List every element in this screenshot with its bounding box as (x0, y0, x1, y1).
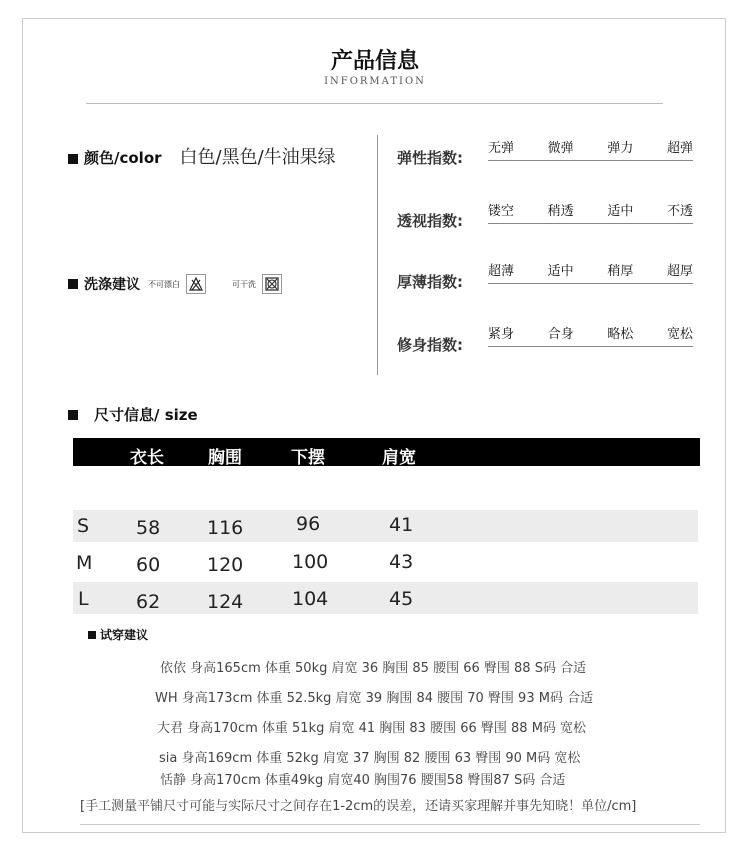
elasticity-options (488, 137, 693, 161)
page-title: 产品信息 (330, 49, 419, 74)
size-value: 45 (389, 588, 414, 610)
square-bullet-icon (68, 154, 78, 164)
size-section-title (68, 404, 198, 425)
wash-row (68, 274, 300, 294)
vertical-divider (377, 135, 378, 375)
fit-tip-line: 大君 身高170cm 体重 51kg 肩宽 41 胸围 83 腰围 66 臀围 88 M码 宽松 (157, 721, 587, 736)
header-chest: 胸围 (208, 448, 242, 468)
size-value: 62 (136, 591, 161, 613)
fit-tip-line: 恬静 身高170cm 体重49kg 肩宽40 胸围76 腰围58 臀围87 S码 合适 (160, 773, 566, 788)
thickness-label: 厚薄指数: (397, 273, 463, 291)
size-value: 58 (136, 517, 161, 539)
index-option: 超薄 (488, 264, 515, 279)
index-option: 稍透 (547, 204, 574, 219)
square-bullet-icon (88, 631, 96, 639)
size-label: L (78, 588, 89, 610)
size-label: S (77, 515, 90, 537)
dry-clean-icon (262, 274, 282, 294)
size-value: 124 (207, 591, 244, 613)
title-divider (86, 103, 663, 104)
thickness-options (488, 260, 693, 284)
table-row (73, 547, 698, 579)
index-option: 超弹 (666, 141, 693, 156)
index-option: 无弹 (488, 141, 515, 156)
transparency-options (488, 200, 693, 224)
color-label: 颜色/color (84, 149, 162, 167)
size-value: 116 (207, 517, 244, 539)
table-row (73, 510, 698, 542)
size-value: 96 (296, 513, 321, 535)
fit-options (488, 323, 693, 347)
size-value: 60 (136, 554, 161, 576)
index-option: 合身 (547, 327, 574, 342)
wash-item-label: 可干洗 (232, 279, 256, 289)
index-option: 紧身 (488, 327, 515, 342)
square-bullet-icon (68, 279, 78, 289)
square-bullet-icon (68, 410, 78, 420)
size-value: 104 (292, 588, 329, 610)
wash-label: 洗涤建议 (84, 277, 140, 293)
page-subtitle: INFORMATION (324, 76, 426, 87)
header-length: 衣长 (130, 448, 164, 468)
size-value: 100 (292, 551, 329, 573)
index-option: 稍厚 (607, 264, 634, 279)
fit-label: 修身指数: (397, 336, 463, 354)
index-option: 微弹 (547, 141, 574, 156)
color-row (68, 143, 336, 169)
index-option: 适中 (547, 264, 574, 279)
index-option: 适中 (607, 204, 634, 219)
fit-tips-title-text: 试穿建议 (100, 628, 149, 642)
index-option: 不透 (666, 204, 693, 219)
index-option: 略松 (607, 327, 634, 342)
size-label: M (76, 552, 93, 574)
size-value: 41 (389, 514, 414, 536)
size-value: 43 (389, 551, 414, 573)
color-value: 白色/黑色/牛油果绿 (179, 147, 336, 168)
fit-tip-line: WH 身高173cm 体重 52.5kg 肩宽 39 胸围 84 腰围 70 臀围 93 M码 合适 (155, 691, 594, 706)
index-option: 镂空 (488, 204, 515, 219)
fit-tips-title (88, 626, 148, 643)
size-title-text: 尺寸信息/ size (94, 406, 198, 424)
fit-tip-line: 依依 身高165cm 体重 50kg 肩宽 36 胸围 85 腰围 66 臀围 88 S码 合适 (160, 661, 587, 676)
index-option: 超厚 (666, 264, 693, 279)
transparency-label: 透视指数: (397, 212, 463, 230)
index-option: 弹力 (607, 141, 634, 156)
header-shoulder: 肩宽 (382, 448, 416, 468)
elasticity-label: 弹性指数: (397, 149, 463, 167)
size-value: 120 (207, 554, 244, 576)
fit-tip-line: sia 身高169cm 体重 52kg 肩宽 37 胸围 82 腰围 63 臀围 90 M码 宽松 (159, 751, 581, 766)
measurement-note: [手工测量平铺尺寸可能与实际尺寸之间存在1-2cm的误差，还请买家理解并事先知晓！单位/cm] (80, 795, 700, 825)
no-bleach-icon (186, 274, 206, 294)
table-row (73, 582, 698, 614)
header-hem: 下摆 (291, 448, 325, 468)
index-option: 宽松 (666, 327, 693, 342)
wash-item-label: 不可漂白 (148, 279, 180, 289)
